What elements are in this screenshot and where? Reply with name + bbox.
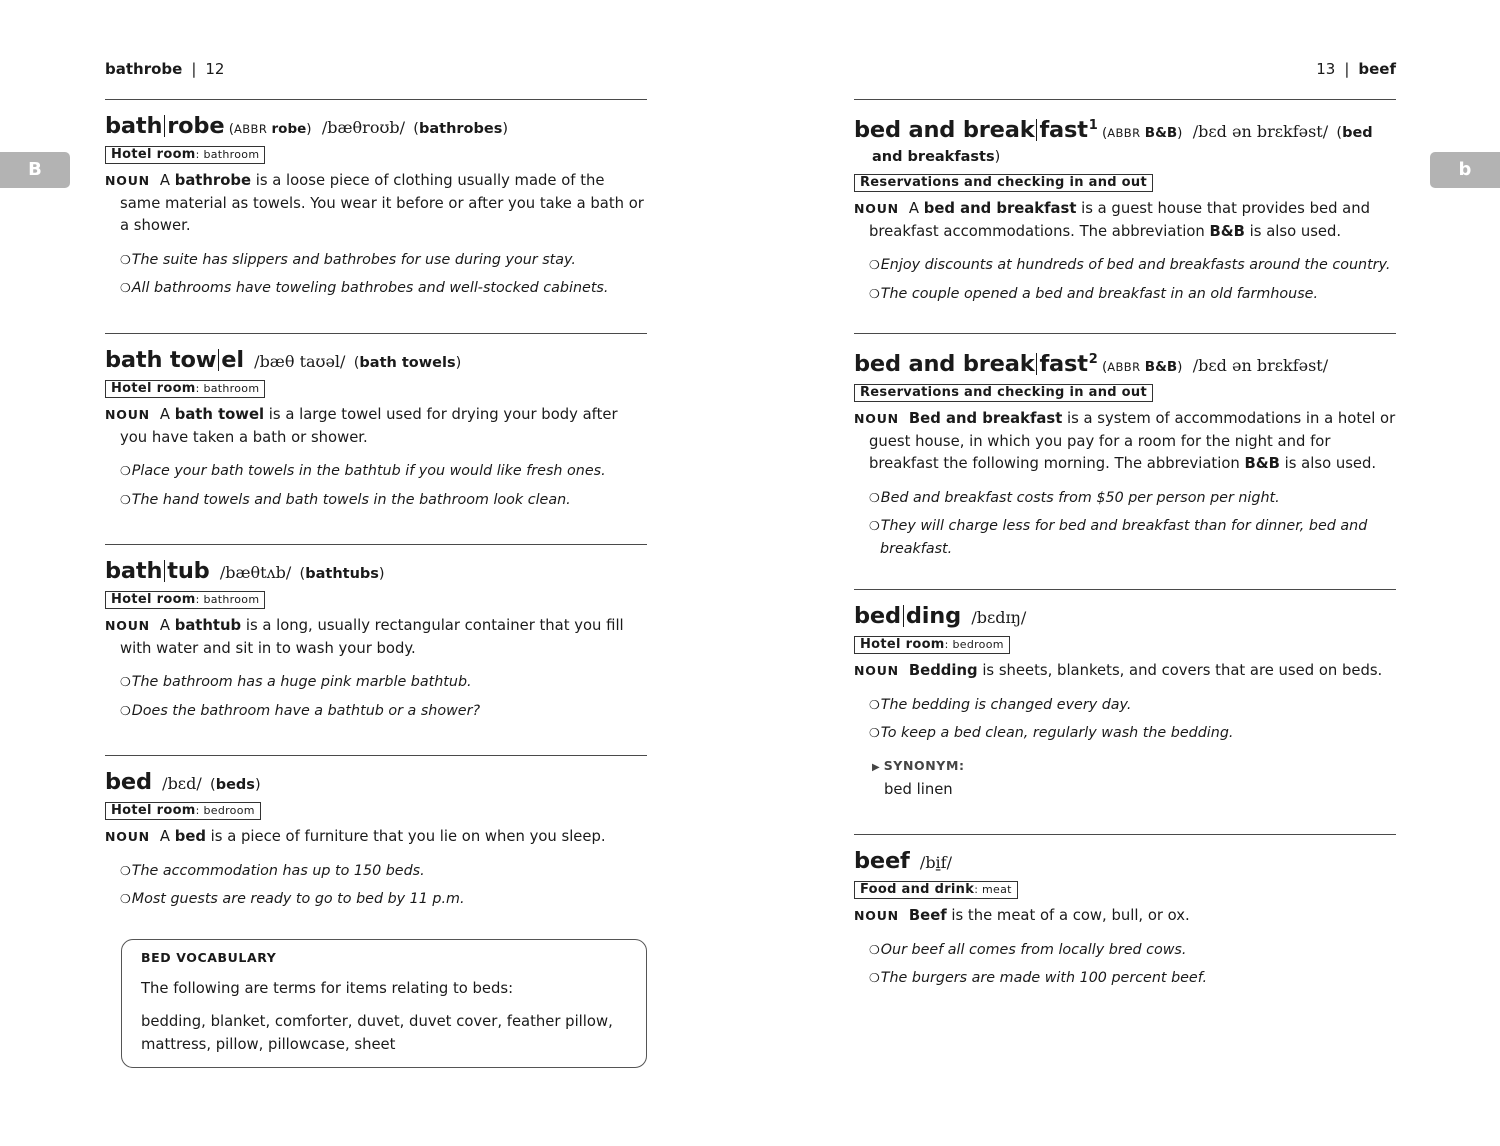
example-sentence: ❍Most guests are ready to go to bed by 11 p.m. [120,891,465,907]
pronunciation: /bɛd/ [162,774,202,793]
example-sentence: ❍Place your bath towels in the bathtub if you would like fresh ones. [120,463,606,479]
plural-form: (beds) [210,777,261,793]
headword: beef [854,848,910,874]
synonym-value: bed linen [884,780,953,798]
entry-headline [105,770,647,797]
dictionary-entry [854,333,1396,566]
vocabulary-box-intro: The following are terms for items relating to beds: [141,980,514,997]
definition: NOUN A bath towel is a large towel used for drying your body after you have taken a bath or shower. [105,406,618,446]
example-list [105,860,647,911]
example-sentence: ❍They will charge less for bed and breakfast than for dinner, bed and breakfast. [869,518,1368,557]
definition: NOUN A bathrobe is a loose piece of clothing usually made of the same material as towels. You wear it before or after you take a bath or a shower. [105,172,644,234]
abbreviation: (ABBR B&B) [1101,125,1183,141]
example-sentence: ❍The bathroom has a huge pink marble bathtub. [120,674,472,690]
example-sentence: ❍The hand towels and bath towels in the bathroom look clean. [120,491,571,508]
definition: NOUN Beef is the meat of a cow, bull, or ox. [854,907,1190,924]
triangle-right-icon: ▶ [872,761,880,773]
homograph-number: 2 [1088,352,1098,367]
example-sentence: ❍All bathrooms have toweling bathrobes and well-stocked cabinets. [120,280,609,296]
example-sentence: ❍Enjoy discounts at hundreds of bed and breakfasts around the country. [869,257,1391,273]
example-list [854,254,1396,305]
example-sentence: ❍Bed and breakfast costs from $50 per person per night. [869,489,1280,506]
example-sentence: ❍The burgers are made with 100 percent beef. [869,970,1208,986]
abbreviation: (ABBR robe) [228,121,312,137]
topic-label: Hotel room: bathroom [105,591,265,609]
entry-headline [854,604,1396,631]
headword: bed ding [854,603,962,629]
running-head-headword: bathrobe [105,60,183,78]
topic-label: Food and drink: meat [854,881,1018,899]
dictionary-entry [854,589,1396,801]
running-head-separator: | [1344,60,1350,78]
example-sentence: ❍Our beef all comes from locally bred cows. [869,941,1187,958]
dictionary-entry [854,834,1396,996]
vocabulary-box-title: BED VOCABULARY [141,950,277,965]
dictionary-entry [105,544,647,728]
example-list [854,694,1396,745]
vocabulary-box-terms: bedding, blanket, comforter, duvet, duvet cover, feather pillow, mattress, pillow, pillowcase, sheet [141,1013,613,1053]
synonym-label: SYNONYM: [883,757,965,773]
example-sentence: ❍The accommodation has up to 150 beds. [120,862,425,879]
headword: bath robe [105,113,225,139]
dictionary-entry [105,99,647,306]
example-sentence: ❍The suite has slippers and bathrobes for use during your stay. [120,251,576,268]
topic-label: Hotel room: bathroom [105,146,265,164]
entry-headline [105,559,647,586]
headword: bath tub [105,558,210,584]
dictionary-entry [105,333,647,517]
entry-headline [105,348,647,375]
plural-form: (bathtubs) [299,566,385,582]
pronunciation: /bɛdɪŋ/ [971,608,1027,627]
abbreviation: (ABBR B&B) [1101,359,1183,375]
pronunciation: /bɛd ən brɛkfəst/ [1192,356,1329,375]
pronunciation: /bæθtʌb/ [219,563,292,582]
definition: NOUN Bedding is sheets, blankets, and covers that are used on beds. [854,662,1383,679]
page-number: 13 [1316,60,1336,78]
entry-headline [854,114,1396,169]
plural-form: (bath towels) [353,355,462,371]
dictionary-entry [854,99,1396,311]
running-head [854,60,1396,82]
topic-label: Reservations and checking in and out [854,384,1153,402]
pronunciation: /bæθ taʊəl/ [254,352,346,371]
definition: NOUN A bed and breakfast is a guest house that provides bed and breakfast accommodations. The abbreviation B&B is also used. [854,200,1370,240]
definition: NOUN Bed and breakfast is a system of accommodations in a hotel or guest house, in which you pay for a room for the night and for breakfast the following morning. The abbreviation B&B is also used. [854,410,1396,472]
plural-form: (bathrobes) [413,121,509,137]
example-sentence: ❍The couple opened a bed and breakfast in an old farmhouse. [869,285,1319,302]
page-number: 12 [205,60,225,78]
example-sentence: ❍To keep a bed clean, regularly wash the bedding. [869,725,1234,741]
synonym-block [854,755,1396,801]
topic-label: Hotel room: bedroom [105,802,261,820]
pronunciation: /bæθroʊb/ [321,118,405,137]
pronunciation: /bi̱f/ [919,853,952,872]
left-page [105,0,647,1146]
example-list [105,671,647,722]
headword: bath tow el [105,347,244,373]
entry-headline [854,348,1396,379]
running-head [105,60,647,82]
example-sentence: ❍The bedding is changed every day. [869,696,1132,713]
homograph-number: 1 [1088,118,1098,133]
dictionary-entry [105,755,647,917]
example-list [854,939,1396,990]
entry-headline [854,849,1396,876]
example-list [105,460,647,511]
letter-edge-tab: B [0,152,70,188]
headword: bed and break fast$^1$ [854,117,1098,143]
definition: NOUN A bed is a piece of furniture that you lie on when you sleep. [105,828,606,845]
plural-form: (bed and breakfasts) [872,125,1373,165]
definition: NOUN A bathtub is a long, usually rectangular container that you fill with water and sit in to wash your body. [105,617,624,657]
headword: bed [105,769,152,795]
headword: bed and break fast$^2$ [854,351,1098,377]
entry-headline [105,114,647,141]
running-head-separator: | [191,60,197,78]
example-list [854,487,1396,561]
vocabulary-box [121,939,647,1068]
topic-label: Hotel room: bedroom [854,636,1010,654]
letter-edge-tab: b [1430,152,1500,188]
topic-label: Hotel room: bathroom [105,380,265,398]
right-page [854,0,1396,1146]
topic-label: Reservations and checking in and out [854,174,1153,192]
example-sentence: ❍Does the bathroom have a bathtub or a shower? [120,702,481,719]
pronunciation: /bɛd ən brɛkfəst/ [1192,122,1329,141]
example-list [105,249,647,300]
running-head-headword: beef [1358,60,1396,78]
